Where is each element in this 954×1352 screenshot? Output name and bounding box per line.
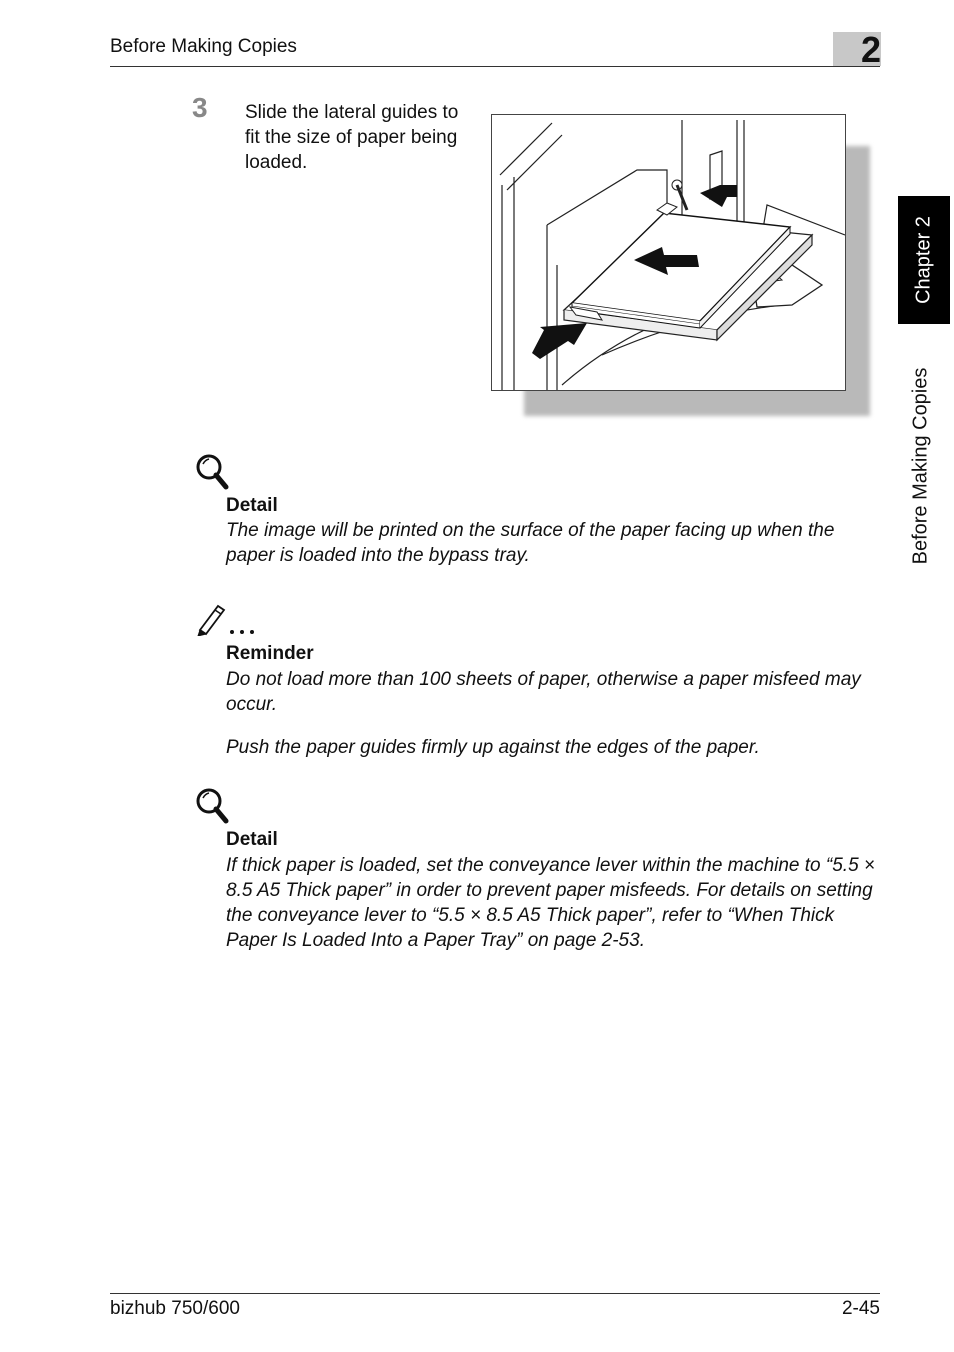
section-label: Before Making Copies [909, 367, 932, 565]
header-rule [110, 66, 880, 67]
bypass-tray-drawing [492, 115, 845, 390]
chapter-number: 2 [860, 29, 881, 70]
magnifier-icon [194, 786, 230, 824]
note-body: If thick paper is loaded, set the conveyance lever within the machine to “5.5 × 8.5 A5 Thick paper” in order to prevent paper misfeeds. For details on setting the conveyance lever to “5.5 × 8.5 A5 Thick paper”, refer to “When Thick Paper Is Loaded Into a Paper Tray” on page 2-53. [226, 855, 876, 951]
footer-page-number: 2-45 [841, 1298, 880, 1319]
bypass-tray-illustration [491, 114, 846, 391]
step-number: 3 [192, 92, 208, 123]
chapter-tab-label: Chapter 2 [912, 216, 935, 304]
chapter-tab[interactable] [898, 196, 950, 324]
step-text: Slide the lateral guides to fit the size of paper being loaded. [245, 102, 459, 173]
footer-model: bizhub 750/600 [110, 1298, 240, 1319]
note-body: Do not load more than 100 sheets of paper, otherwise a paper misfeed may occur. [226, 669, 861, 715]
note-body: Push the paper guides firmly up against the edges of the paper. [226, 737, 760, 758]
pencil-icon [196, 600, 262, 636]
note-body: The image will be printed on the surface of the paper facing up when the paper is loaded into the bypass tray. [226, 520, 835, 566]
header-title: Before Making Copies [110, 36, 297, 57]
footer-rule [110, 1293, 880, 1294]
note-title: Detail [226, 495, 278, 516]
magnifier-icon [194, 452, 230, 490]
note-title: Detail [226, 829, 278, 850]
note-title: Reminder [226, 643, 314, 664]
